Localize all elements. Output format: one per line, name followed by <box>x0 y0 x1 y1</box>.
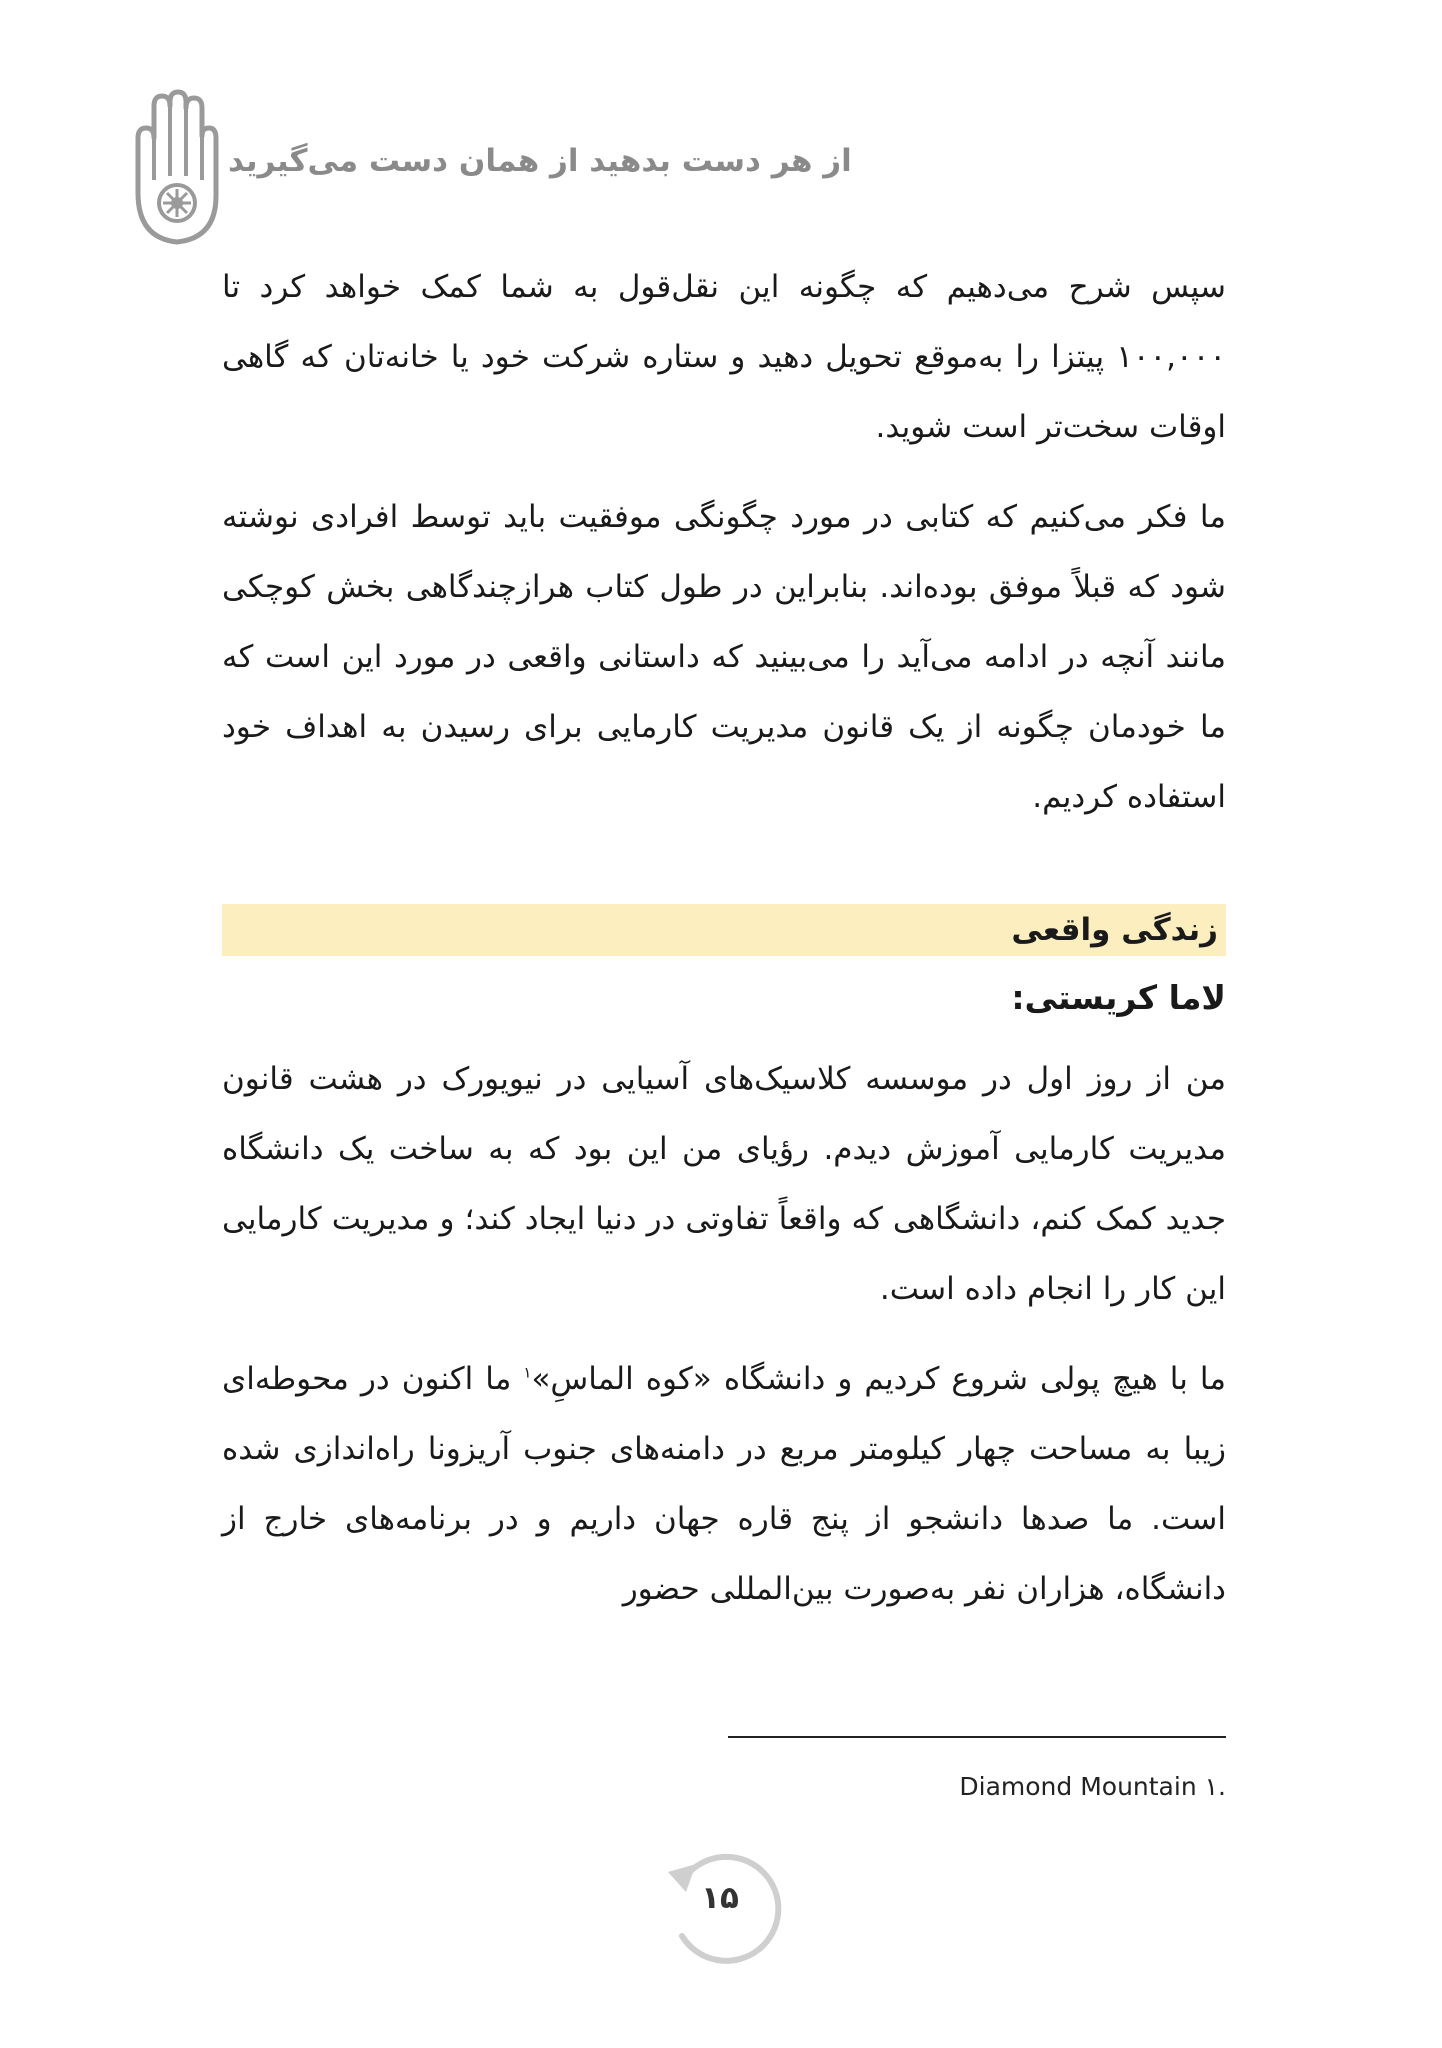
section-header <box>222 904 1226 956</box>
paragraph-text-start: ما با هیچ پولی شروع کردیم و دانشگاه «کوه الماسِ» <box>531 1361 1226 1397</box>
running-title: از هر دست بدهید از همان دست می‌گیرید <box>228 143 852 179</box>
page-number: ۱۵ <box>701 1880 739 1916</box>
paragraph-text-end: ما اکنون در محوطه‌ای زیبا به مساحت چهار کیلومتر مربع در دامنه‌های جنوب آریزونا راه‌اندازی شده است. ما صدها دانشجو از پنج قاره جهان داریم و در برنامه‌های خارج از دانشگاه، هزاران نفر به‌صورت بین‌المللی حضور <box>222 1361 1226 1607</box>
paragraph: ما فکر می‌کنیم که کتابی در مورد چگونگی موفقیت باید توسط افرادی نوشته شود که قبلاً موفق بوده‌اند. بنابراین در طول کتاب هرازچندگاهی بخش کوچکی مانند آنچه در ادامه می‌آید را می‌بینید که داستانی واقعی در مورد این است که ما خودمان چگونه از یک قانون مدیریت کارمایی برای رسیدن به اهداف خود استفاده کردیم. <box>222 499 1226 815</box>
page-body <box>222 252 1226 1644</box>
speaker-name: لاما کریستی: <box>1011 978 1226 1017</box>
section-title: زندگی واقعی <box>1011 912 1218 948</box>
footnote-text: Diamond Mountain <box>959 1772 1197 1801</box>
footnote-reference[interactable]: ۱ <box>523 1363 532 1382</box>
page-header <box>116 88 852 248</box>
paragraph: سپس شرح می‌دهیم که چگونه این نقل‌قول به شما کمک خواهد کرد تا ۱۰۰,۰۰۰ پیتزا را به‌موقع تحویل دهید و ستاره شرکت خود یا خانه‌تان که گاهی اوقات سخت‌تر است شوید. <box>222 269 1226 445</box>
hamsa-hand-icon <box>116 88 226 248</box>
paragraph-with-footnote-ref <box>222 1344 1226 1624</box>
paragraph: من از روز اول در موسسه کلاسیک‌های آسیایی در نیویورک در هشت قانون مدیریت کارمایی آموزش دیدم. رؤیای من این بود که به ساخت یک دانشگاه جدید کمک کنم، دانشگاهی که واقعاً تفاوتی در دنیا ایجاد کند؛ و مدیریت کارمایی این کار را انجام داده است. <box>222 1061 1226 1307</box>
footnote-number: ۱. <box>1204 1772 1226 1801</box>
footnote <box>600 1772 1226 1801</box>
footnote-divider <box>728 1736 1226 1738</box>
